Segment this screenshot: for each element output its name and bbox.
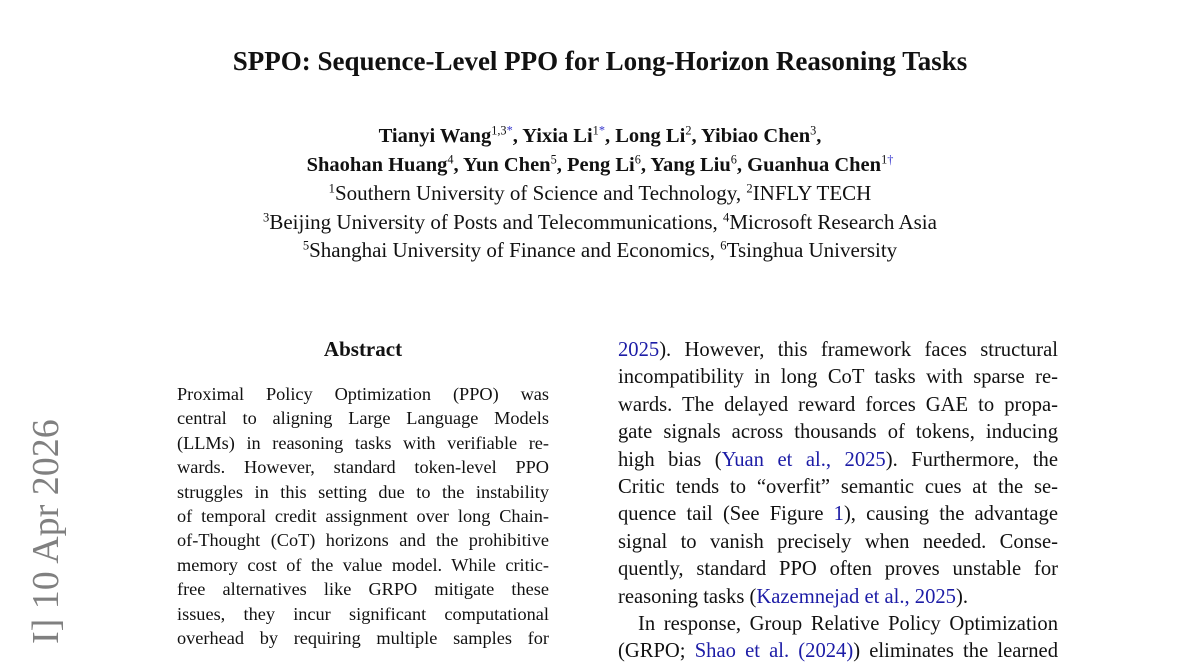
author-note-mark: † — [887, 152, 894, 167]
text-segment: overhead by requiring multiple samples for — [177, 628, 549, 649]
text-line — [177, 382, 549, 406]
text-segment: ). However, this framework faces structural — [659, 339, 1058, 361]
affiliation-name: Tsinghua University — [726, 238, 898, 262]
affiliation-number: 4 — [723, 209, 730, 224]
text-segment: struggles in this setting due to the instability — [177, 481, 549, 502]
text-line — [177, 553, 549, 577]
text-segment: of-Thought (CoT) horizons and the prohibitive — [177, 530, 549, 551]
author-affiliation-number: 5 — [550, 152, 557, 167]
text-segment: wards. The delayed reward forces GAE to propa- — [618, 393, 1058, 416]
text-line — [177, 504, 549, 528]
author-affiliation-number: 4 — [447, 152, 454, 167]
author-name: Yun Chen — [463, 154, 551, 176]
author-list — [0, 122, 1200, 180]
text-segment: ) eliminates the learned — [853, 640, 1058, 663]
affiliation-name: Shanghai University of Finance and Economics — [309, 238, 710, 262]
citation-link[interactable]: Shao et al. (2024) — [694, 640, 854, 663]
text-segment: incompatibility in long CoT tasks with sparse re- — [618, 366, 1058, 389]
text-segment: central to aligning Large Language Models — [177, 408, 549, 429]
text-segment: Proximal Policy Optimization (PPO) was — [177, 384, 549, 404]
affiliation-line: $^3$Beijing University of Posts and Telecommunications, $^4$Microsoft Research Asia — [263, 209, 937, 234]
affiliation-name: INFLY TECH — [752, 181, 872, 205]
text-line — [177, 626, 549, 650]
abstract-heading: Abstract — [323, 337, 403, 361]
text-line — [177, 406, 549, 430]
affiliation-line: $^1$Southern University of Science and Technology, $^2$INFLY TECH — [328, 181, 872, 205]
text-segment: of temporal credit assignment over long Chain- — [177, 506, 549, 527]
text-line — [177, 528, 549, 552]
text-line — [618, 419, 1058, 446]
author-affiliation-number: 6 — [730, 152, 737, 167]
citation-link[interactable]: Yuan et al., 2025 — [721, 448, 886, 471]
author-note-mark: * — [598, 123, 605, 138]
author-affiliation-number: 1 — [881, 152, 888, 167]
text-line — [618, 364, 1058, 391]
text-segment: (GRPO; — [618, 640, 695, 663]
author-name: Peng Li — [566, 154, 635, 176]
text-line — [177, 577, 549, 601]
author-name: Long Li — [615, 125, 686, 147]
text-segment: ). — [955, 585, 968, 608]
text-line — [618, 447, 1058, 474]
text-segment: memory cost of the value model. While critic- — [177, 554, 549, 575]
arxiv-stamp — [0, 370, 110, 646]
text-segment: (LLMs) in reasoning tasks with verifiable re- — [177, 432, 549, 453]
text-line — [618, 501, 1058, 528]
arxiv-stamp-text: I] 10 Apr 2026 — [25, 419, 67, 644]
text-line — [177, 431, 549, 455]
text-segment: high bias ( — [618, 448, 722, 471]
text-segment: gate signals across thousands of tokens, inducing — [618, 421, 1058, 444]
text-line — [177, 455, 549, 479]
affiliation-name: Southern University of Science and Technology — [334, 181, 736, 205]
text-line — [618, 584, 1058, 611]
abstract-body — [177, 382, 549, 650]
text-line — [618, 474, 1058, 501]
author-affiliation-number: 1 — [592, 123, 599, 138]
affiliation-number: 5 — [302, 238, 310, 253]
text-segment: In response, Group Relative Policy Optimization — [638, 613, 1058, 636]
citation-link[interactable]: Kazemnejad et al., 2025 — [756, 585, 956, 608]
text-line — [618, 337, 1058, 364]
affiliation-number: 1 — [328, 181, 335, 196]
affiliation-number: 3 — [263, 209, 270, 224]
text-segment: reasoning tasks ( — [618, 585, 757, 608]
affiliation-line: $^5$Shanghai University of Finance and Economics, $^6$Tsinghua University — [302, 238, 898, 262]
author-name: Shaohan Huang — [306, 154, 448, 176]
text-line — [618, 638, 1058, 665]
text-segment: quence tail (See Figure — [618, 503, 834, 526]
text-line — [618, 392, 1058, 419]
author-name: Tianyi Wang — [378, 125, 492, 147]
affiliations — [0, 179, 1200, 265]
body-text-column — [618, 337, 1058, 666]
author-affiliation-number: 3 — [810, 123, 817, 138]
author-name: Yang Liu — [650, 154, 731, 176]
author-line-2: Shaohan Huang$^4$, Yun Chen$^5$, Peng Li$^6$, Yang Liu$^6$, Guanhua Chen$^{1\dagger}$ — [306, 152, 894, 176]
text-segment: ). Furthermore, the — [885, 448, 1058, 471]
affiliation-name: Microsoft Research Asia — [729, 209, 937, 234]
text-segment: free alternatives like GRPO mitigate these — [177, 579, 549, 600]
text-segment: ), causing the advantage — [843, 503, 1058, 526]
text-line — [177, 602, 549, 626]
author-affiliation-number: 2 — [685, 123, 692, 138]
text-line — [177, 480, 549, 504]
author-name: Yixia Li — [522, 125, 593, 147]
author-name: Yibiao Chen — [700, 125, 811, 147]
affiliation-number: 6 — [720, 238, 727, 253]
text-segment: wards. However, standard token-level PPO — [177, 457, 549, 478]
author-affiliation-number: 1,3 — [491, 123, 507, 138]
text-segment: signal to vanish precisely when needed. Conse- — [618, 530, 1058, 553]
affiliation-name: Beijing University of Posts and Telecommunications — [269, 209, 713, 234]
text-segment: Critic tends to “overfit” semantic cues at the se- — [618, 476, 1058, 499]
author-note-mark: * — [506, 123, 513, 138]
text-line — [618, 529, 1058, 556]
text-line — [618, 556, 1058, 583]
citation-link[interactable]: 1 — [833, 503, 844, 526]
text-line — [618, 611, 1058, 638]
affiliation-number: 2 — [746, 181, 753, 196]
text-segment: issues, they incur significant computational — [177, 603, 549, 624]
author-line-1: Tianyi Wang$^{1,3*}$, Yixia $Li^{1*}$, Long Li$^2$, Yibiao Chen$^3$, — [378, 123, 822, 147]
citation-link[interactable]: 2025 — [618, 339, 660, 361]
text-segment: quently, standard PPO often proves unstable for — [618, 558, 1058, 581]
paper-title: SPPO: Sequence-Level PPO for Long-Horizon Reasoning Tasks — [232, 46, 968, 76]
author-affiliation-number: 6 — [634, 152, 641, 167]
author-name: Guanhua Chen — [747, 154, 882, 176]
